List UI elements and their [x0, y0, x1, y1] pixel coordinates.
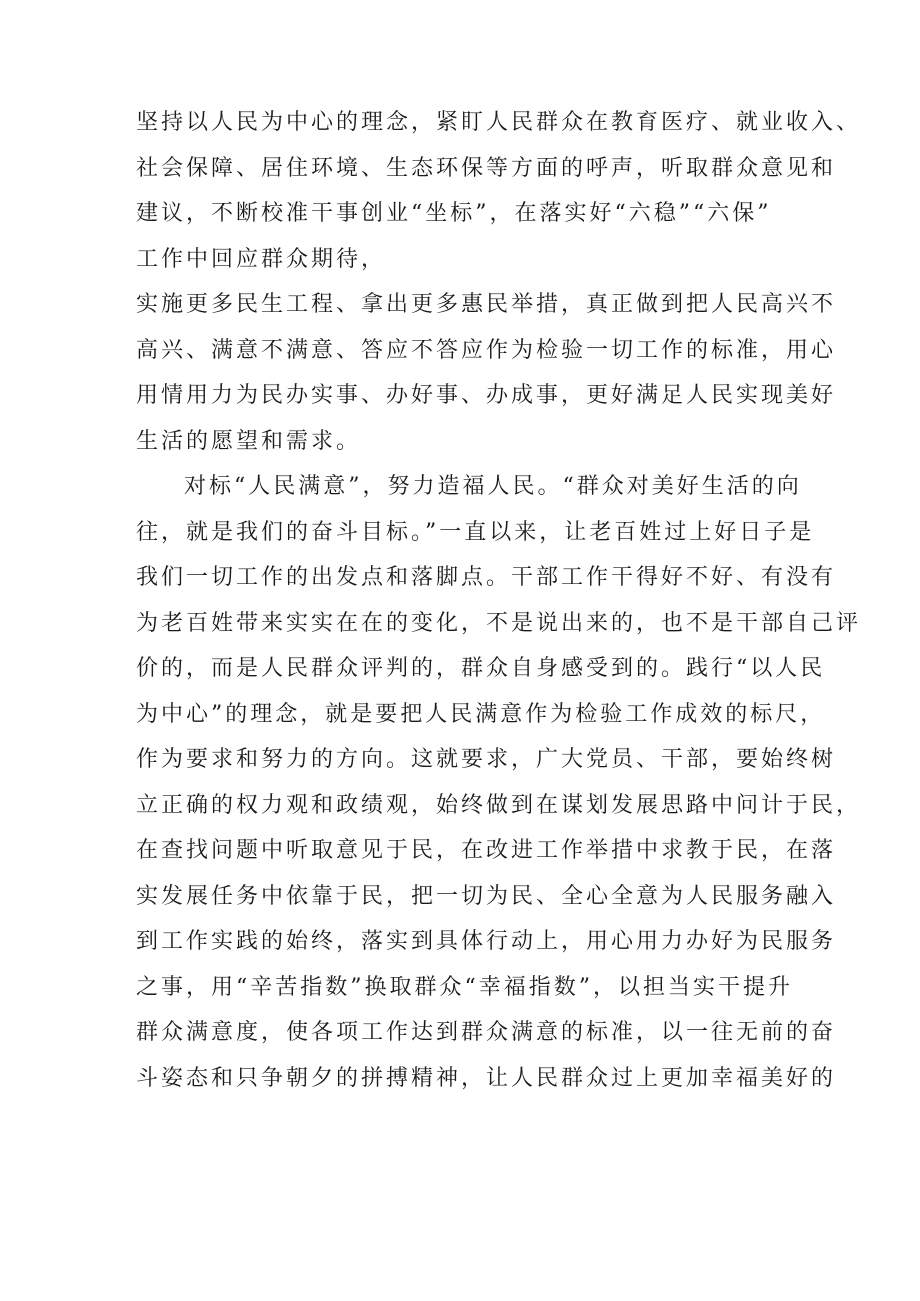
text-line: 到工作实践的始终，落实到具体行动上，用心用力办好为民服务 — [136, 929, 837, 954]
text-line: 立正确的权力观和政绩观，始终做到在谋划发展思路中问计于民， — [136, 792, 862, 818]
text-line: 用情用力为民办实事、办好事、办成事，更好满足人民实现美好 — [136, 383, 837, 408]
text-line: 实发展任务中依靠于民，把一切为民、全心全意为人民服务融入 — [136, 883, 837, 909]
text-line: 我们一切工作的出发点和落脚点。干部工作干得好不好、有没有 — [136, 565, 837, 590]
text-line: 为老百姓带来实实在在的变化，不是说出来的，也不是干部自己评 — [136, 610, 862, 636]
text-line: 斗姿态和只争朝夕的拼搏精神，让人民群众过上更加幸福美好的 — [136, 1065, 837, 1091]
text-line: 往，就是我们的奋斗目标。”一直以来，让老百姓过上好日子是 — [136, 519, 815, 545]
text-line: 社会保障、居住环境、生态环保等方面的呼声，听取群众意见和 — [136, 155, 837, 181]
text-line: 建议，不断校准干事创业“坐标”，在落实好“六稳”“六保” — [136, 201, 772, 226]
text-line: 坚持以人民为中心的理念，紧盯人民群众在教育医疗、就业收入、 — [136, 110, 862, 135]
text-line: 高兴、满意不满意、答应不答应作为检验一切工作的标准，用心 — [136, 337, 837, 363]
body-text — [136, 100, 862, 1101]
text-line: 在查找问题中听取意见于民，在改进工作举措中求教于民，在落 — [136, 838, 837, 863]
text-line: 作为要求和努力的方向。这就要求，广大党员、干部，要始终树 — [136, 747, 837, 772]
text-line: 为中心”的理念，就是要把人民满意作为检验工作成效的标尺， — [136, 701, 826, 727]
paragraph-first-line: 对标“人民满意”，努力造福人民。“群众对美好生活的向 — [184, 474, 802, 499]
text-line: 工作中回应群众期待， — [136, 246, 387, 272]
text-line: 群众满意度，使各项工作达到群众满意的标准，以一往无前的奋 — [136, 1020, 837, 1045]
text-line: 实施更多民生工程、拿出更多惠民举措，真正做到把人民高兴不 — [136, 292, 837, 317]
text-line: 生活的愿望和需求。 — [136, 428, 362, 454]
text-line: 价的，而是人民群众评判的，群众自身感受到的。践行“以人民 — [136, 656, 826, 681]
text-line: 之事，用“辛苦指数”换取群众“幸福指数”，以担当实干提升 — [136, 974, 793, 1000]
